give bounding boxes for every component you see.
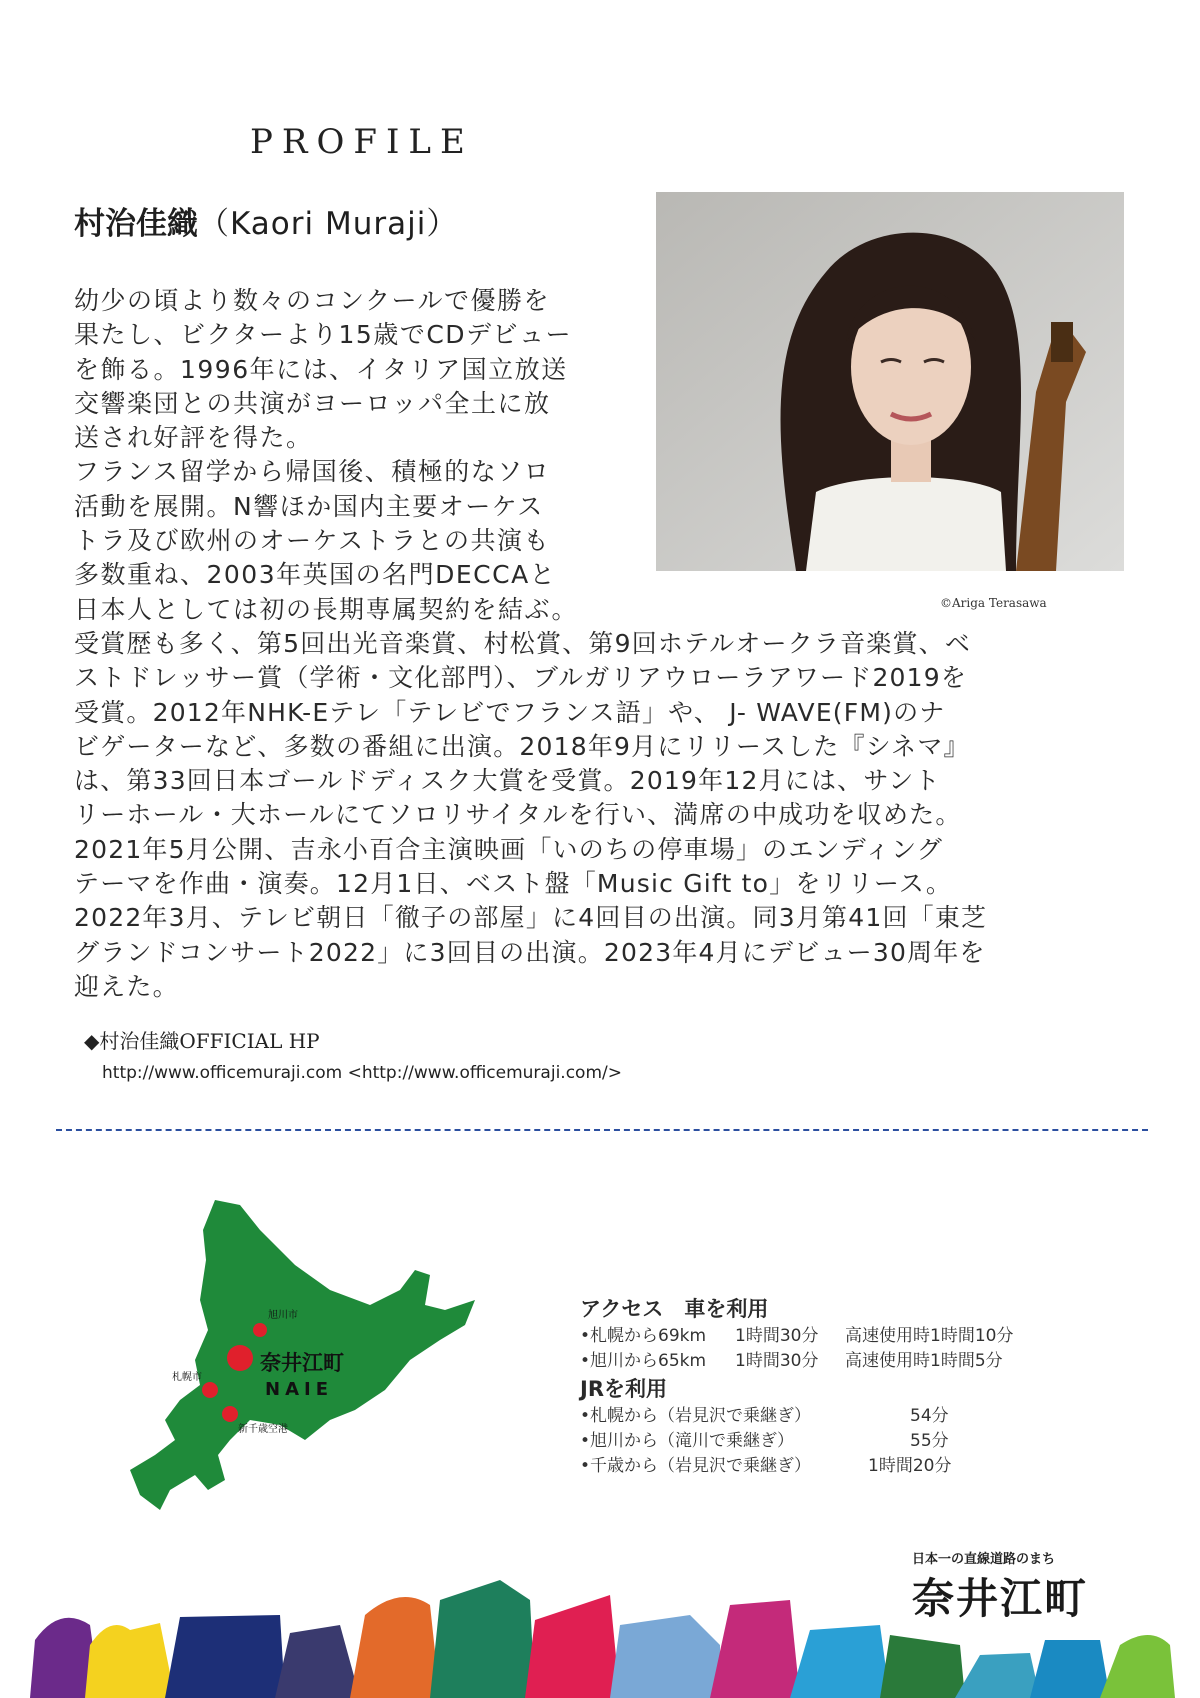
access-car-heading: アクセス 車を利用 (580, 1297, 769, 1321)
profile-heading: PROFILE (250, 122, 474, 162)
car-from: •札幌から69km (580, 1326, 707, 1346)
car-row-sapporo (580, 1324, 1014, 1349)
artist-name (74, 198, 458, 243)
town-logo-text: 奈井江町 (912, 1574, 1089, 1623)
artist-photo (656, 192, 1124, 571)
naie-roman-label: NAIE (265, 1379, 333, 1400)
asahikawa-marker (253, 1323, 267, 1337)
asahikawa-label: 旭川市 (268, 1310, 298, 1321)
biography-part-2: 受賞歴も多く、第5回出光音楽賞、村松賞、第9回ホテルオークラ音楽賞、ベ ストドレッサー賞（学術・文化部門）、ブルガリアウローラアワード2019を 受賞。2012年NHK-Eテレ「テレビでフランス語」や、 J- WAVE(FM)のナ ビゲーターなど、多数の番組に出演。2018年9月にリリースした『シネマ』 は、第33回日本ゴールドディスク大賞を受賞。2019年12月には、サント リーホール・大ホールにてソロリサイタルを行い、満席の中成功を収めた。 2021年5月公開、吉永小百合主演映画「いのちの停車場」のエンディング テーマを作曲・演奏。12月1日、ベスト盤「Music Gift to」をリリース。 2022年3月、テレビ朝日「徹子の部屋」に4回目の出演。同3月第41回「東芝 グランドコンサート2022」に3回目の出演。2023年4月にデビュー30周年を 迎えた。 (74, 629, 988, 1001)
car-from: •旭川から65km (580, 1351, 707, 1371)
town-tagline: 日本一の直線道路のまち (912, 1552, 1056, 1567)
hokkaido-map (100, 1190, 500, 1530)
jr-row-sapporo (580, 1404, 949, 1429)
jr-from: •千歳から（岩見沢で乗継ぎ） (580, 1456, 812, 1476)
jr-row-chitose (580, 1454, 952, 1479)
car-highway-time: 高速使用時1時間5分 (845, 1351, 1003, 1371)
section-divider (56, 1129, 1148, 1131)
artist-name-ja: 村治佳織 (74, 206, 198, 242)
jr-time: 55分 (910, 1431, 949, 1451)
jr-time: 54分 (910, 1406, 949, 1426)
access-info (580, 1294, 1014, 1479)
photo-credit: ©Ariga Terasawa (940, 596, 1047, 610)
access-jr-heading: JRを利用 (580, 1377, 667, 1401)
colorful-hills-decoration (30, 1545, 1200, 1698)
biography-part-1: 幼少の頃より数々のコンクールで優勝を 果たし、ビクターより15歳でCDデビュー を飾る。1996年には、イタリア国立放送 交響楽団との共演がヨーロッパ全土に放 送され好評を得た。 フランス留学から帰国後、積極的なソロ 活動を展開。N響ほか国内主要オーケス トラ及び欧州のオーケストラとの共演も 多数重ね、2003年英国の名門DECCAと 日本人としては初の長期専属契約を結ぶ。 (74, 286, 579, 624)
jr-from: •札幌から（岩見沢で乗継ぎ） (580, 1406, 812, 1426)
naie-label: 奈井江町 (260, 1351, 344, 1375)
car-time: 1時間30分 (735, 1326, 819, 1346)
portrait-illustration (656, 192, 1124, 571)
car-row-asahikawa (580, 1349, 1003, 1374)
naie-marker (227, 1345, 253, 1371)
car-highway-time: 高速使用時1時間10分 (845, 1326, 1014, 1346)
jr-from: •旭川から（滝川で乗継ぎ） (580, 1431, 795, 1451)
chitose-marker (222, 1406, 238, 1422)
jr-row-asahikawa (580, 1429, 949, 1454)
official-hp-link[interactable]: http://www.officemuraji.com <http://www.officemuraji.com/> (102, 1063, 622, 1083)
jr-time: 1時間20分 (868, 1456, 952, 1476)
car-time: 1時間30分 (735, 1351, 819, 1371)
official-hp-title: ◆村治佳織OFFICIAL HP (84, 1029, 320, 1053)
sapporo-label: 札幌市 (172, 1372, 202, 1383)
artist-name-en: （Kaori Muraji） (198, 206, 459, 242)
sapporo-marker (202, 1382, 218, 1398)
chitose-label: 新千歳空港 (238, 1424, 288, 1435)
